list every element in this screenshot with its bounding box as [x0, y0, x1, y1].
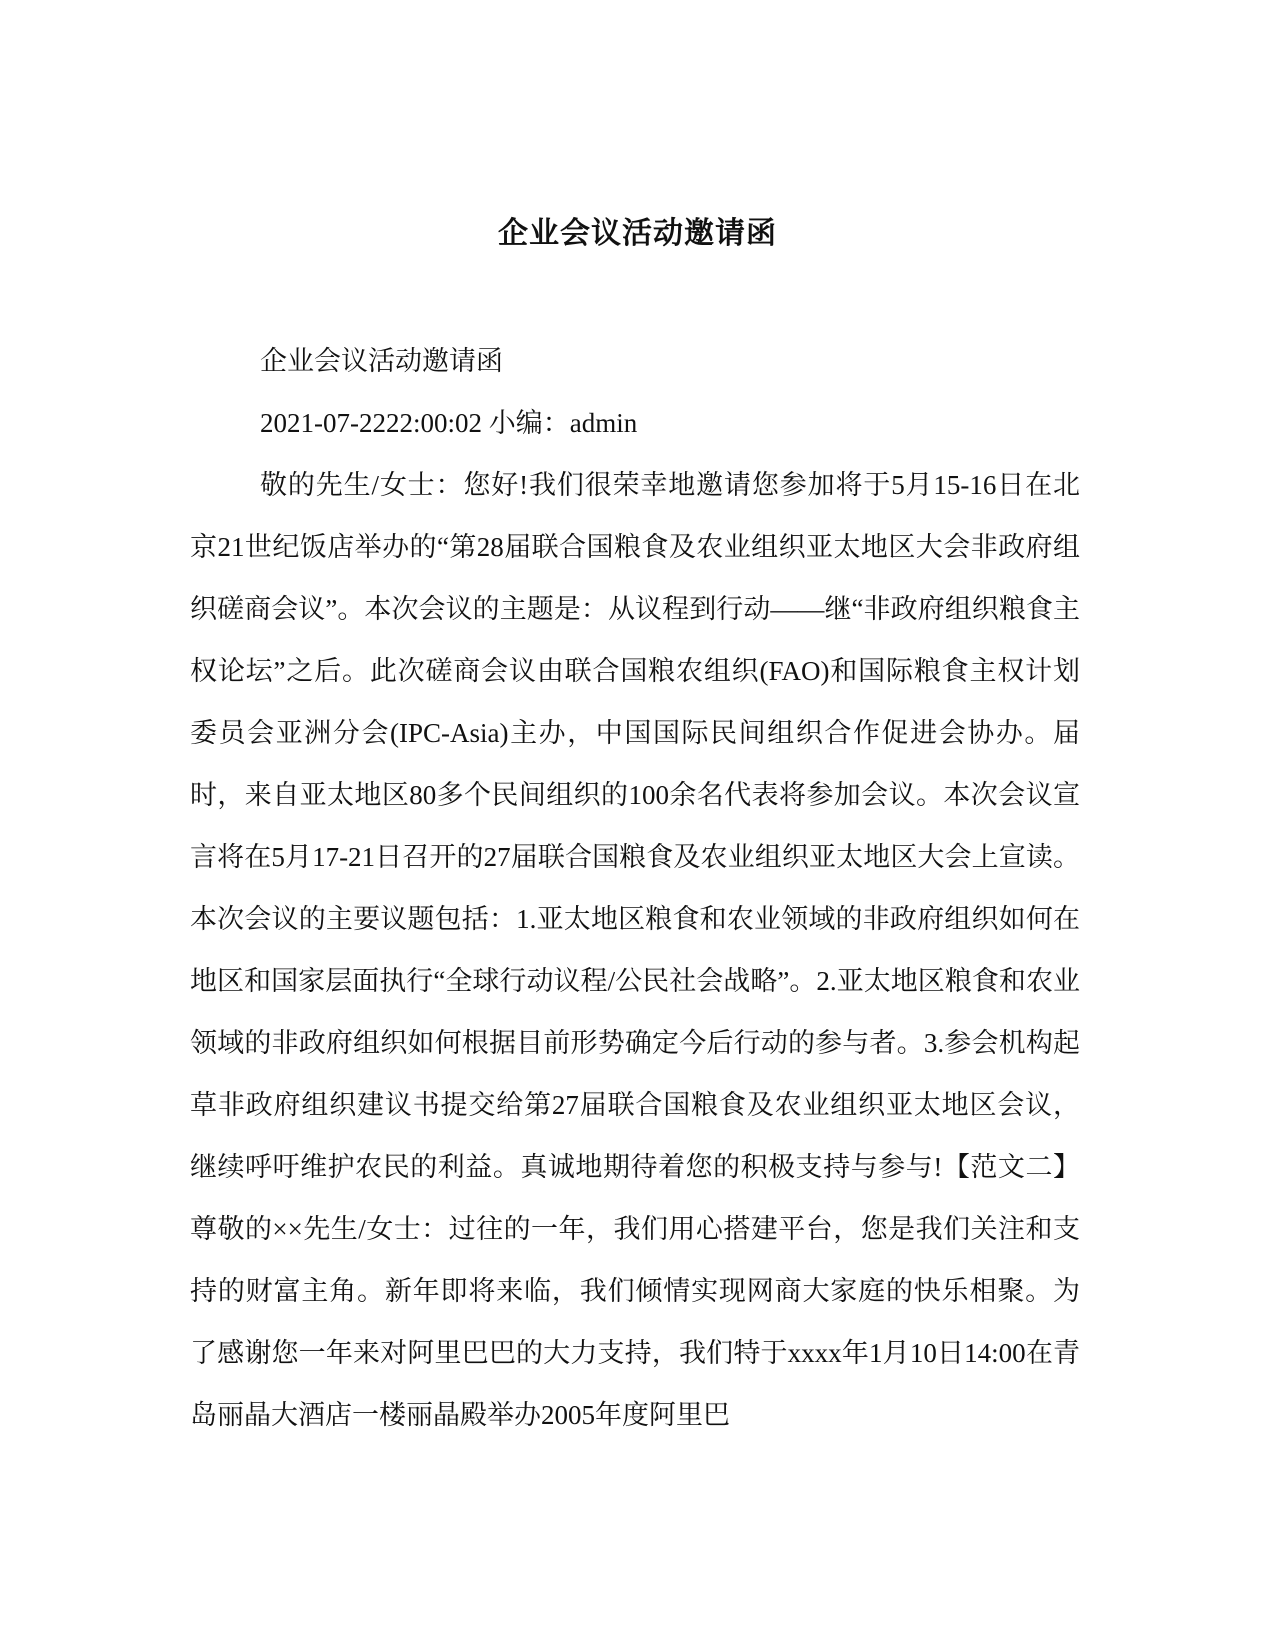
subtitle-paragraph: 企业会议活动邀请函	[260, 346, 503, 376]
body-paragraph: 敬的先生/女士：您好!我们很荣幸地邀请您参加将于5月15-16日在北京21世纪饭店举办的“第28届联合国粮食及农业组织亚太地区大会非政府组织磋商会议”。本次会议的主题是：从议程到行动——继“非政府组织粮食主权论坛”之后。此次磋商会议由联合国粮农组织(FAO)和国际粮食主权计划委员会亚洲分会(IPC-Asia)主办，中国国际民间组织合作促进会协办。届时，来自亚太地区80多个民间组织的100余名代表将参加会议。本次会议宣言将在5月17-21日召开的27届联合国粮食及农业组织亚太地区大会上宣读。本次会议的主要议题包括：1.亚太地区粮食和农业领域的非政府组织如何在地区和国家层面执行“全球行动议程/公民社会战略”。2.亚太地区粮食和农业领域的非政府组织如何根据目前形势确定今后行动的参与者。3.参会机构起草非政府组织建议书提交给第27届联合国粮食及农业组织亚太地区会议，继续呼吁维护农民的利益。真诚地期待着您的积极支持与参与!【范文二】尊敬的××先生/女士：过往的一年，我们用心搭建平台，您是我们关注和支持的财富主角。新年即将来临，我们倾情实现网商大家庭的快乐相聚。为了感谢您一年来对阿里巴巴的大力支持，我们特于xxxx年1月10日14:00在青岛丽晶大酒店一楼丽晶殿举办2005年度阿里巴	[190, 470, 1080, 1430]
document-body	[190, 330, 1080, 1446]
document-title: 企业会议活动邀请函	[498, 216, 777, 251]
meta-paragraph: 2021-07-2222:00:02 小编：admin	[260, 408, 638, 438]
